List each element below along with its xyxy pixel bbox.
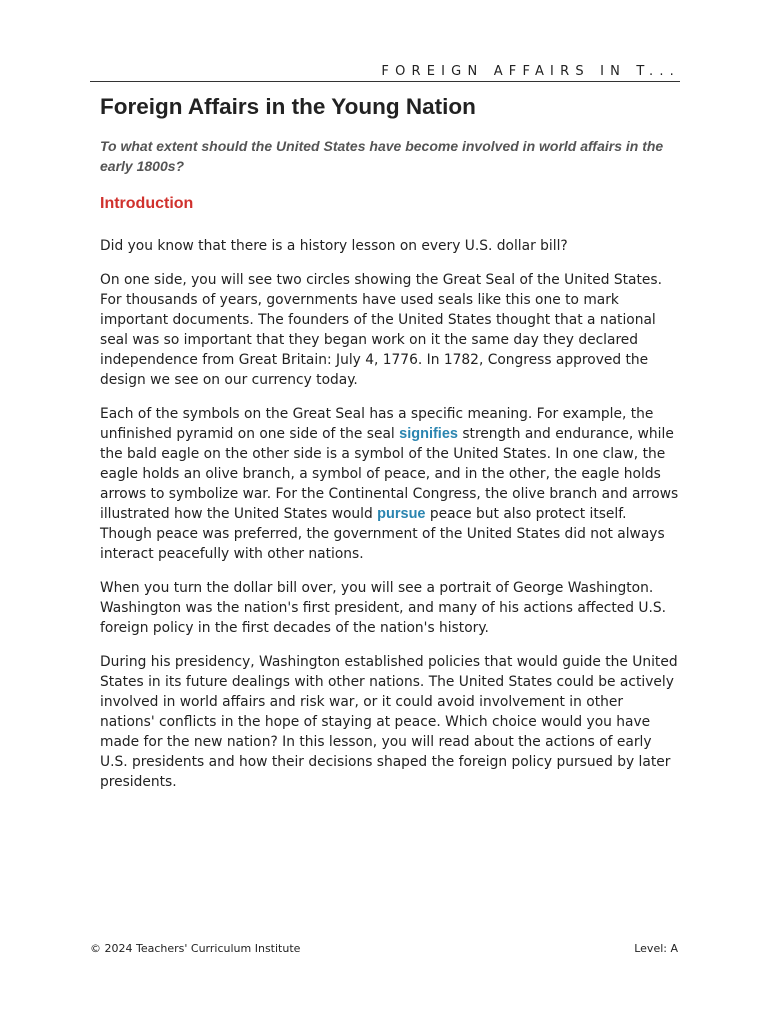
paragraph-3-part-2: strength and endurance, while the bald eagle on the other side is a symbol of the United States. In one claw, the eagle holds an olive branch, a symbol of peace, and in the other, the eagle holds arrows to symbolize war. For the Continental Congress, the olive branch and arrows illustrated how the United States would (100, 426, 679, 522)
paragraph-3-part-3: peace but also protect itself. Though peace was preferred, the government of the United States did not always interact peacefully with other nations. (100, 506, 665, 562)
essential-question: To what extent should the United States have become involved in world affairs in the early 1800s? (100, 138, 664, 174)
running-header-title: FOREIGN AFFAIRS IN T... (381, 64, 680, 79)
paragraph-5: During his presidency, Washington established policies that would guide the United States in its future dealings with other nations. The United States could be actively involved in world affairs and risk war, or it could avoid involvement in other nations' conflicts in the hope of staying at peace. Which choice would you have made for the new nation? In this lesson, you will read about the actions of early U.S. presidents and how their decisions shaped the foreign policy pursued by later presidents. (100, 654, 678, 790)
paragraph-3 (100, 404, 680, 564)
paragraph-4: When you turn the dollar bill over, you will see a portrait of George Washington. Washington was the nation's first president, and many of his actions affected U.S. foreign policy in the first decades of the nation's history. (100, 580, 667, 636)
body-text (100, 236, 680, 806)
footer-level: Level: A (634, 942, 678, 955)
paragraph-2: On one side, you will see two circles showing the Great Seal of the United States. For thousands of years, governments have used seals like this one to mark important documents. The founders of the United States thought that a national seal was so important that they began work on it the same day they declared independence from Great Britain: July 4, 1776. In 1782, Congress approved the design we see on our currency today. (100, 272, 662, 388)
running-header (90, 62, 680, 82)
vocab-term-signifies[interactable]: signifies (399, 426, 458, 442)
section-heading-introduction: Introduction (100, 195, 194, 212)
footer-copyright: © 2024 Teachers' Curriculum Institute (90, 942, 301, 955)
page-title: Foreign Affairs in the Young Nation (100, 94, 476, 119)
vocab-term-pursue[interactable]: pursue (377, 506, 426, 522)
paragraph-3-part-1: Each of the symbols on the Great Seal has a specific meaning. For example, the unfinished pyramid on one side of the seal (100, 406, 654, 442)
paragraph-1: Did you know that there is a history lesson on every U.S. dollar bill? (100, 238, 568, 254)
